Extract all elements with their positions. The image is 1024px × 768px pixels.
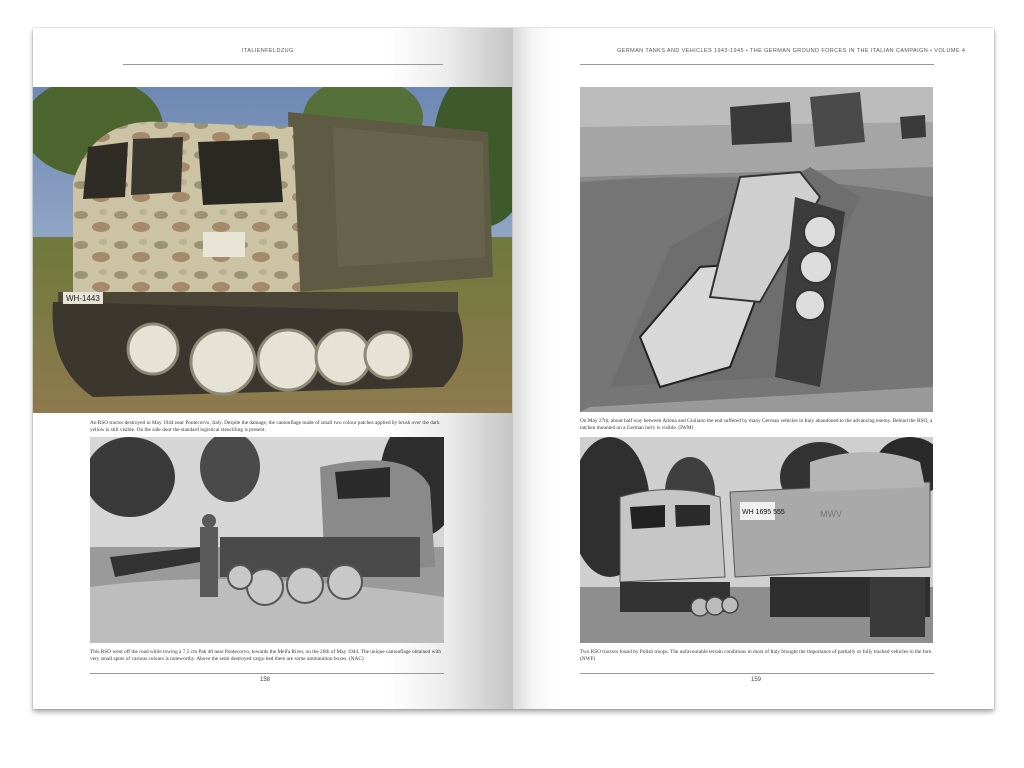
left-caption-2: This RSO went off the road while towing a 7,5 cm Pak 40 near Pontecorvo, towards the Melfa River, on the 26th of May 1944. The unique camouflage obtained with very small spots of various colours is noteworthy. Above the semi destroyed cargo bed there are some ammunition boxes. (NAC) <box>90 649 442 662</box>
right-folio: 159 <box>750 677 761 683</box>
left-caption-1: An RSO tractor destroyed in May 1944 near Pontecorvo, Italy. Despite the damage, the camouflage made of small two colour patches applied by brush over the dark yellow is still visible. On the side door the standard logistical stencilling is present. <box>90 420 440 433</box>
left-folio: 158 <box>259 677 270 683</box>
left-page <box>33 28 513 709</box>
plate-rear-text: WH 1695 555 <box>742 509 785 516</box>
color-photo-rso-tractor <box>33 87 512 413</box>
book-spread <box>33 28 994 709</box>
left-running-head: ITALIENFELDZUG <box>242 48 294 54</box>
bw-photo-rso-off-road <box>90 437 444 643</box>
right-caption-2: Two RSO tractors found by Polish troops. The unfavourable terrain conditions in most of Italy brought the importance of partially or fully tracked vehicles to the fore. (NWF) <box>580 649 933 662</box>
right-running-head: GERMAN TANKS AND VEHICLES 1943-1945 • THE GERMAN GROUND FORCES IN THE ITALIAN CAMPAIGN • VOLUME 4 <box>617 48 966 54</box>
right-caption-1: On May 27th, about half way between Arlena and Giuliano the end suffered by many German vehicles in Italy abandoned to the advancing enemy. Behind the RSO, a tatchen mounted on a German lorry is visible. (IWM) <box>580 418 933 431</box>
left-foot-rule <box>90 673 444 674</box>
bw-photo-abandoned-rso <box>580 87 933 412</box>
plate-front-text: WH-1443 <box>66 294 100 303</box>
right-head-rule <box>580 64 934 65</box>
right-page <box>513 28 994 709</box>
right-foot-rule <box>580 673 934 674</box>
left-head-rule <box>123 64 443 65</box>
bw-photo-two-rso-tractors <box>580 437 933 643</box>
door-stencil-text: MWV <box>820 509 842 519</box>
